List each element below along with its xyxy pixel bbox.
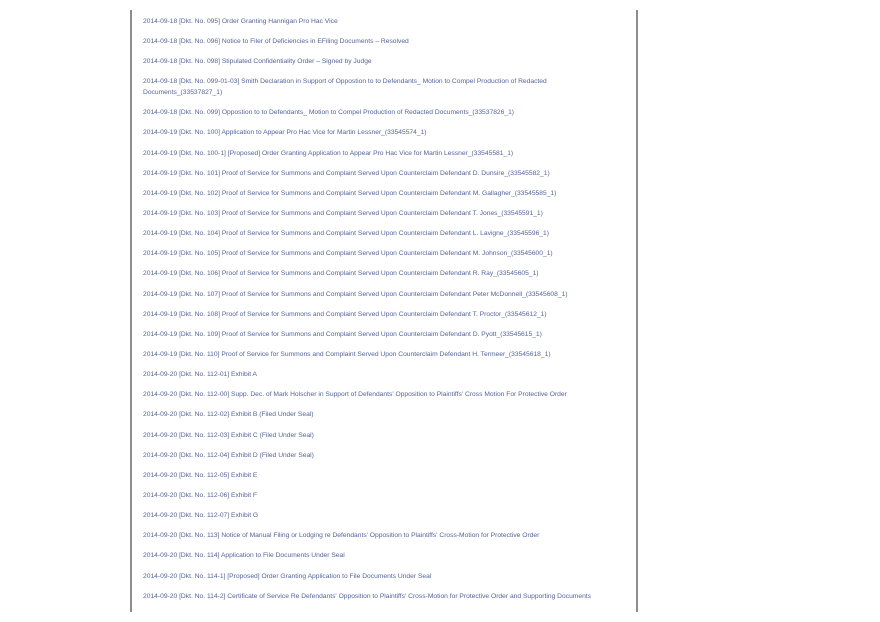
- docket-entry-title: [Dkt. No. 112-05] Exhibit E: [179, 472, 258, 479]
- docket-entry-title: [Dkt. No. 100] Application to Appear Pro Hac Vice for Martin Lessner_(33545574_1): [179, 129, 427, 136]
- docket-entry-date: 2014-09-19: [143, 351, 178, 358]
- docket-entry-date: 2014-09-18: [143, 78, 178, 85]
- docket-entry[interactable]: [143, 531, 618, 542]
- docket-entry-title: [Dkt. No. 113] Notice of Manual Filing or Lodging re Defendants' Opposition to Plaintiffs' Cross-Motion for Protective Order: [179, 532, 540, 539]
- docket-entry-title: [Dkt. No. 102] Proof of Service for Summons and Complaint Served Upon Counterclaim Defendant M. Gallagher_(33545585_1): [179, 190, 557, 197]
- docket-entry[interactable]: [143, 491, 618, 502]
- docket-entry[interactable]: [143, 511, 618, 522]
- docket-entry-date: 2014-09-19: [143, 331, 178, 338]
- docket-entry[interactable]: [143, 17, 618, 28]
- docket-entry-link[interactable]: [143, 331, 542, 338]
- docket-entry-date: 2014-09-19: [143, 170, 178, 177]
- docket-entry-date: 2014-09-18: [143, 18, 178, 25]
- docket-entry-date: 2014-09-19: [143, 210, 178, 217]
- docket-entry[interactable]: [143, 249, 618, 260]
- docket-entry-date: 2014-09-20: [143, 371, 178, 378]
- docket-entry-title: [Dkt. No. 099-01-03] Smith Declaration in Support of Oppostion to to Defendants_ Motion to Compel Production of Redacted Documents_(33537827_1): [143, 78, 547, 96]
- docket-entry-title: [Dkt. No. 112-04] Exhibit D (Filed Under Seal): [179, 452, 314, 459]
- docket-entry[interactable]: [143, 350, 618, 361]
- docket-entry-link[interactable]: [143, 58, 372, 65]
- docket-entry-link[interactable]: [143, 351, 551, 358]
- docket-entry-link[interactable]: [143, 170, 550, 177]
- docket-entry-link[interactable]: [143, 472, 257, 479]
- docket-entry-date: 2014-09-19: [143, 230, 178, 237]
- docket-entry-title: [Dkt. No. 112-03] Exhibit C (Filed Under Seal): [179, 432, 314, 439]
- docket-entry-link[interactable]: [143, 391, 567, 398]
- docket-entry[interactable]: [143, 390, 618, 401]
- docket-entry-link[interactable]: [143, 311, 547, 318]
- docket-entry-title: [Dkt. No. 107] Proof of Service for Summons and Complaint Served Upon Counterclaim Defendant Peter McDonnell_(33545608_1): [179, 291, 568, 298]
- docket-entry-date: 2014-09-19: [143, 190, 178, 197]
- docket-entry[interactable]: [143, 269, 618, 280]
- docket-entry-link[interactable]: [143, 109, 514, 116]
- docket-entry[interactable]: [143, 310, 618, 321]
- docket-entry-link[interactable]: [143, 78, 547, 96]
- docket-entry-title: [Dkt. No. 112-06] Exhibit F: [179, 492, 258, 499]
- docket-entry-date: 2014-09-18: [143, 58, 178, 65]
- docket-entry-link[interactable]: [143, 411, 314, 418]
- docket-entry-date: 2014-09-18: [143, 38, 178, 45]
- docket-entry-link[interactable]: [143, 452, 314, 459]
- docket-entry-date: 2014-09-20: [143, 411, 178, 418]
- docket-list-panel: [130, 10, 638, 612]
- docket-entry-title: [Dkt. No. 099] Oppostion to to Defendants_ Motion to Compel Production of Redacted Documents_(33537826_1): [179, 109, 515, 116]
- docket-entry-date: 2014-09-19: [143, 311, 178, 318]
- docket-entry-date: 2014-09-20: [143, 492, 178, 499]
- docket-entry-date: 2014-09-20: [143, 573, 178, 580]
- docket-entry-title: [Dkt. No. 096] Notice to Filer of Deficiencies in EFiling Documents – Resolved: [179, 38, 409, 45]
- docket-entry-date: 2014-09-19: [143, 150, 178, 157]
- docket-entry[interactable]: [143, 471, 618, 482]
- docket-entry-date: 2014-09-20: [143, 532, 178, 539]
- docket-entry-link[interactable]: [143, 129, 427, 136]
- docket-entry-title: [Dkt. No. 101] Proof of Service for Summons and Complaint Served Upon Counterclaim Defendant D. Dunsire_(33545582_1): [179, 170, 550, 177]
- docket-entry-title: [Dkt. No. 112-07] Exhibit G: [179, 512, 259, 519]
- docket-entry[interactable]: [143, 551, 618, 562]
- docket-entry-title: [Dkt. No. 106] Proof of Service for Summons and Complaint Served Upon Counterclaim Defendant R. Ray_(33545605_1): [179, 270, 539, 277]
- docket-entry-date: 2014-09-19: [143, 270, 178, 277]
- docket-entry-date: 2014-09-20: [143, 512, 178, 519]
- docket-entry-link[interactable]: [143, 291, 568, 298]
- docket-entry[interactable]: [143, 209, 618, 220]
- docket-entry-link[interactable]: [143, 270, 539, 277]
- docket-entry[interactable]: [143, 431, 618, 442]
- docket-entry-title: [Dkt. No. 100-1] [Proposed] Order Granting Application to Appear Pro Hac Vice for Martin Lessner_(33545581_1): [179, 150, 514, 157]
- docket-entry-date: 2014-09-20: [143, 593, 178, 600]
- docket-entry[interactable]: [143, 451, 618, 462]
- docket-entry-title: [Dkt. No. 114] Application to File Documents Under Seal: [179, 552, 345, 559]
- docket-entry-date: 2014-09-18: [143, 109, 178, 116]
- docket-entry-date: 2014-09-20: [143, 472, 178, 479]
- docket-entry-link[interactable]: [143, 190, 556, 197]
- docket-entry-date: 2014-09-19: [143, 291, 178, 298]
- docket-entry-title: [Dkt. No. 095] Order Granting Hannigan Pro Hac Vice: [179, 18, 338, 25]
- docket-entry-date: 2014-09-20: [143, 432, 178, 439]
- docket-entry[interactable]: [143, 149, 618, 160]
- docket-entry-title: [Dkt. No. 104] Proof of Service for Summons and Complaint Served Upon Counterclaim Defendant L. Lavigne_(33545596_1): [179, 230, 549, 237]
- docket-entry-title: [Dkt. No. 110] Proof of Service for Summons and Complaint Served Upon Counterclaim Defendant H. Termeer_(33545618_1): [179, 351, 551, 358]
- docket-entry-link[interactable]: [143, 210, 543, 217]
- docket-entry-date: 2014-09-20: [143, 391, 178, 398]
- docket-entry-link[interactable]: [143, 492, 257, 499]
- docket-entry[interactable]: [143, 229, 618, 240]
- docket-entry-date: 2014-09-19: [143, 129, 178, 136]
- docket-entry[interactable]: [143, 290, 618, 301]
- docket-entry-link[interactable]: [143, 552, 345, 559]
- docket-entry-title: [Dkt. No. 108] Proof of Service for Summons and Complaint Served Upon Counterclaim Defendant T. Proctor_(33545612_1): [179, 311, 547, 318]
- docket-entry-link[interactable]: [143, 512, 258, 519]
- docket-entry[interactable]: [143, 169, 618, 180]
- docket-entry[interactable]: [143, 410, 618, 421]
- docket-entry-link[interactable]: [143, 230, 549, 237]
- docket-entry-link[interactable]: [143, 38, 409, 45]
- docket-entry-link[interactable]: [143, 18, 338, 25]
- docket-entry[interactable]: [143, 57, 618, 68]
- docket-entry-date: 2014-09-20: [143, 552, 178, 559]
- docket-entry[interactable]: [143, 37, 618, 48]
- docket-entry-title: [Dkt. No. 112-01] Exhibit A: [179, 371, 258, 378]
- docket-entry[interactable]: [143, 330, 618, 341]
- docket-entry-title: [Dkt. No. 114-1] [Proposed] Order Granting Application to File Documents Under Seal: [179, 573, 432, 580]
- docket-entry-title: [Dkt. No. 112-02] Exhibit B (Filed Under Seal): [179, 411, 314, 418]
- docket-entry-title: [Dkt. No. 103] Proof of Service for Summons and Complaint Served Upon Counterclaim Defendant T. Jones_(33545591_1): [179, 210, 543, 217]
- docket-entry-link[interactable]: [143, 432, 314, 439]
- docket-entry-link[interactable]: [143, 250, 553, 257]
- docket-entry-link[interactable]: [143, 573, 431, 580]
- docket-entry-date: 2014-09-19: [143, 250, 178, 257]
- docket-entry[interactable]: [143, 128, 618, 139]
- docket-entry-title: [Dkt. No. 114-2] Certificate of Service Re Defendants' Opposition to Plaintiffs' Cross-Motion for Protective Order and Supporting Documents: [179, 593, 591, 600]
- docket-entry-date: 2014-09-20: [143, 452, 178, 459]
- docket-entry[interactable]: [143, 370, 618, 381]
- docket-entry[interactable]: [143, 108, 618, 119]
- docket-entry[interactable]: [143, 572, 618, 583]
- docket-entry-title: [Dkt. No. 105] Proof of Service for Summons and Complaint Served Upon Counterclaim Defendant M. Johnson_(33545600_1): [179, 250, 553, 257]
- docket-entry-link[interactable]: [143, 371, 257, 378]
- docket-entry-title: [Dkt. No. 109] Proof of Service for Summons and Complaint Served Upon Counterclaim Defendant D. Pyott_(33545615_1): [179, 331, 542, 338]
- docket-entry-link[interactable]: [143, 150, 513, 157]
- docket-entry[interactable]: [143, 77, 618, 98]
- docket-entry[interactable]: [143, 592, 618, 603]
- docket-entry-title: [Dkt. No. 112-00] Supp. Dec. of Mark Holscher in Support of Defendants' Opposition to Plaintiffs' Cross Motion For Protective Order: [179, 391, 567, 398]
- docket-entry-title: [Dkt. No. 098] Stipulated Confidentiality Order – Signed by Judge: [179, 58, 372, 65]
- docket-entry-link[interactable]: [143, 532, 539, 539]
- docket-entry[interactable]: [143, 189, 618, 200]
- docket-entry-link[interactable]: [143, 593, 591, 600]
